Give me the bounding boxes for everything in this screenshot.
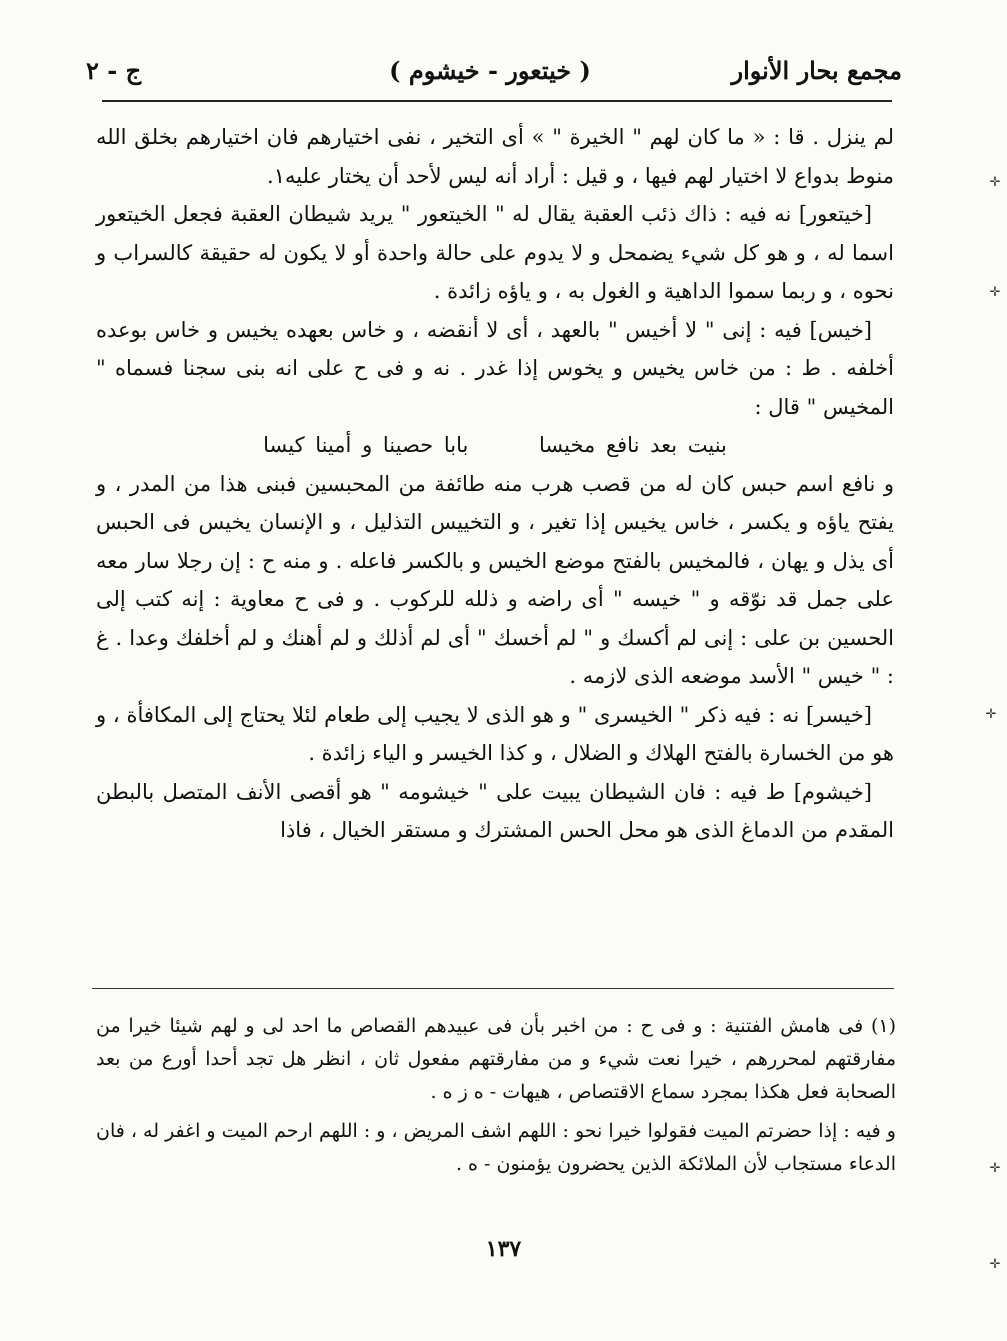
entry-khayshum: [خيشوم] ط فيه : فان الشيطان يبيت على " خيشومه " هو أقصى الأنف المتصل بالبطن المقدم من الدماغ الذى هو محل الحس المشترك و مستقر الخيال ، فاذا (96, 779, 894, 842)
footnote-1: (١) فى هامش الفتنية : و فى ح : من اخبر بأن فى عبيدهم القصاص ما احد لى و لهم شيئا خيرا من مفارقتهم لمحررهم ، خيرا نعت شيء و من مفارقتهم مفعول ثان ، انظر هل تجد أحدا أورع من بعد الصحابة فعل هكذا بمجرد سماع الاقتصاص ، هيهات - ه ز ه . (96, 1015, 896, 1103)
page-number: ١٣٧ (485, 1236, 522, 1262)
footnotes (96, 1010, 896, 1187)
margin-cross-mark-icon: ✛ (989, 1257, 1001, 1272)
verse-first-hemistich: بنيت بعد نافع مخيسا (539, 433, 727, 457)
book-title: مجمع بحار الأنوار (731, 56, 902, 85)
footnote-rule (92, 988, 894, 989)
paragraph-intro: لم ينزل . قا : « ما كان لهم " الخيرة " » أى التخير ، نفى اختيارهم فان اختيارهم بخلق الله منوط بدواع لا اختيار لهم فيها ، و قيل : أراد أنه ليس لأحد أن يختار عليه١. (96, 125, 894, 188)
entry-khays-continued: و نافع اسم حبس كان له من قصب هرب منه طائفة من المحبسين فبنى هذا من المدر ، و يفتح ياؤه و يكسر ، خاس يخيس إذا تغير ، و التخييس التذليل ، و الإنسان يخيس فى الحبس أى يذل و يهان ، فالمخيس بالفتح موضع الخيس و بالكسر فاعله . و منه ح : إن رجلا سار معه على جمل قد نوّقه و " خيسه " أى راضه و ذلله للركوب . و فى ح معاوية : إنه كتب إلى الحسين بن على : إنى لم أكسك و " لم أخسك " أى لم أذلك و لم أهنك و لم أخلفك وعدا . غ : " خيس " الأسد موضعه الذى لازمه . (96, 471, 894, 688)
header-rule (102, 100, 892, 102)
volume-label: ج - ٢ (86, 56, 142, 85)
entry-khaytaur: [خيتعور] نه فيه : ذاك ذئب العقبة يقال له " الخيتعور " يريد شيطان العقبة فجعل الخيتعور اسما له ، و هو كل شيء يضمحل و لا يدوم على حالة واحدة أو لا يكون له حقيقة كالسراب و نحوه ، و ربما سموا الداهية و الغول به ، و ياؤه زائدة . (96, 202, 894, 303)
margin-cross-mark-icon: ✛ (989, 285, 1001, 300)
entry-khaysar: [خيسر] نه : فيه ذكر " الخيسرى " و هو الذى لا يجيب إلى طعام لئلا يحتاج إلى المكافأة ، و هو من الخسارة بالفتح الهلاك و الضلال ، و كذا الخيسر و الياء زائدة . (96, 702, 894, 765)
entry-range: ( خيتعور - خيشوم ) (389, 56, 591, 85)
verse-second-hemistich: بابا حصينا و أمينا كيسا (263, 433, 469, 457)
margin-cross-mark-icon: ✛ (985, 707, 997, 722)
verse (96, 426, 894, 465)
running-header (78, 56, 902, 96)
main-text (96, 118, 894, 850)
margin-cross-mark-icon: ✛ (989, 1161, 1001, 1176)
entry-khays: [خيس] فيه : إنى " لا أخيس " بالعهد ، أى لا أنقضه ، و خاس بعهده يخيس و خاس بوعده أخلفه . ط : من خاس يخيس و يخوس إذا غدر . نه و فى ح على انه بنى سجنا فسماه " المخيس " قال : (96, 317, 894, 419)
footnote-2: و فيه : إذا حضرتم الميت فقولوا خيرا نحو : اللهم اشف المريض ، و : اللهم ارحم الميت و اغفر له ، فان الدعاء مستجاب لأن الملائكة الذين يحضرون يؤمنون - ه . (96, 1120, 896, 1175)
margin-cross-mark-icon: ✛ (989, 175, 1001, 190)
